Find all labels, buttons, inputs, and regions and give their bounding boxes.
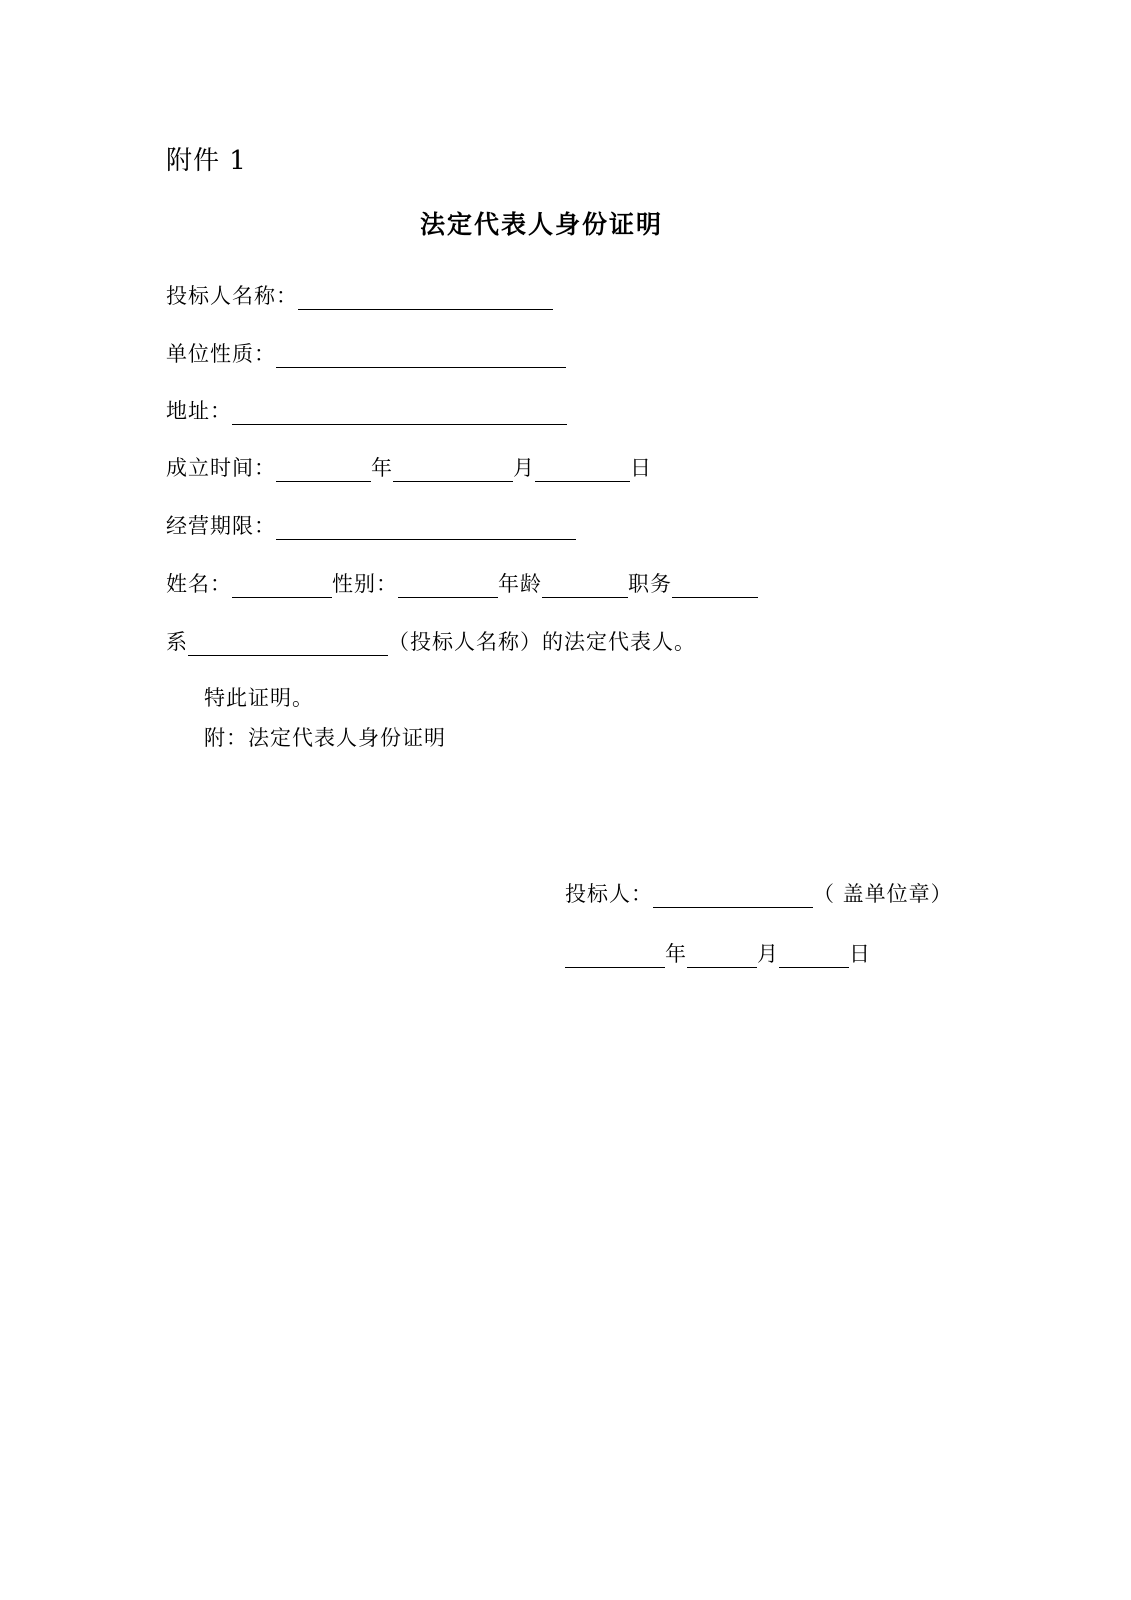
field-establish-day-input[interactable] [535,459,630,482]
field-age-label: 年龄 [498,572,542,596]
signature-bidder-input[interactable] [653,885,813,908]
field-bidder-name-input[interactable] [298,287,553,310]
field-relation-input[interactable] [188,633,388,656]
field-establish-time-label: 成立时间： [166,456,276,480]
field-bidder-name-label: 投标人名称： [166,284,298,308]
signature-month-input[interactable] [687,945,757,968]
field-establish-year-input[interactable] [276,459,371,482]
field-unit-nature [166,338,566,368]
field-unit-nature-label: 单位性质： [166,342,276,366]
field-operating-period-input[interactable] [276,517,576,540]
establish-day-unit: 日 [630,456,652,480]
field-operating-period [166,510,576,540]
field-bidder-name [166,280,553,310]
field-unit-nature-input[interactable] [276,345,566,368]
signature-month-unit: 月 [757,942,779,966]
field-name-label: 姓名： [166,572,232,596]
field-person-info [166,568,758,598]
field-address-label: 地址： [166,399,232,423]
signature-day-input[interactable] [779,945,849,968]
field-gender-input[interactable] [398,575,498,598]
signature-year-unit: 年 [665,942,687,966]
note-line-2: 附：法定代表人身份证明 [204,726,446,750]
field-relation-suffix: （投标人名称）的法定代表人。 [388,630,696,654]
establish-year-unit: 年 [371,456,393,480]
field-age-input[interactable] [542,575,628,598]
signature-day-unit: 日 [849,942,871,966]
note-line-1: 特此证明。 [204,686,314,710]
establish-month-unit: 月 [513,456,535,480]
field-position-input[interactable] [672,575,758,598]
page-title: 法定代表人身份证明 [419,210,663,239]
field-name-input[interactable] [232,575,332,598]
signature-bidder-row [565,878,953,908]
field-operating-period-label: 经营期限： [166,514,276,538]
signature-seal-note: （ 盖单位章） [813,882,953,906]
field-address [166,395,567,425]
field-address-input[interactable] [232,402,567,425]
signature-date-row [565,938,871,968]
signature-bidder-label: 投标人： [565,882,653,906]
field-establish-month-input[interactable] [393,459,513,482]
field-gender-label: 性别： [332,572,398,596]
attachment-label: 附件 1 [166,146,247,176]
field-relation-prefix: 系 [166,630,188,654]
field-establish-time [166,452,652,482]
field-relation [166,626,696,656]
signature-year-input[interactable] [565,945,665,968]
field-position-label: 职务 [628,572,672,596]
